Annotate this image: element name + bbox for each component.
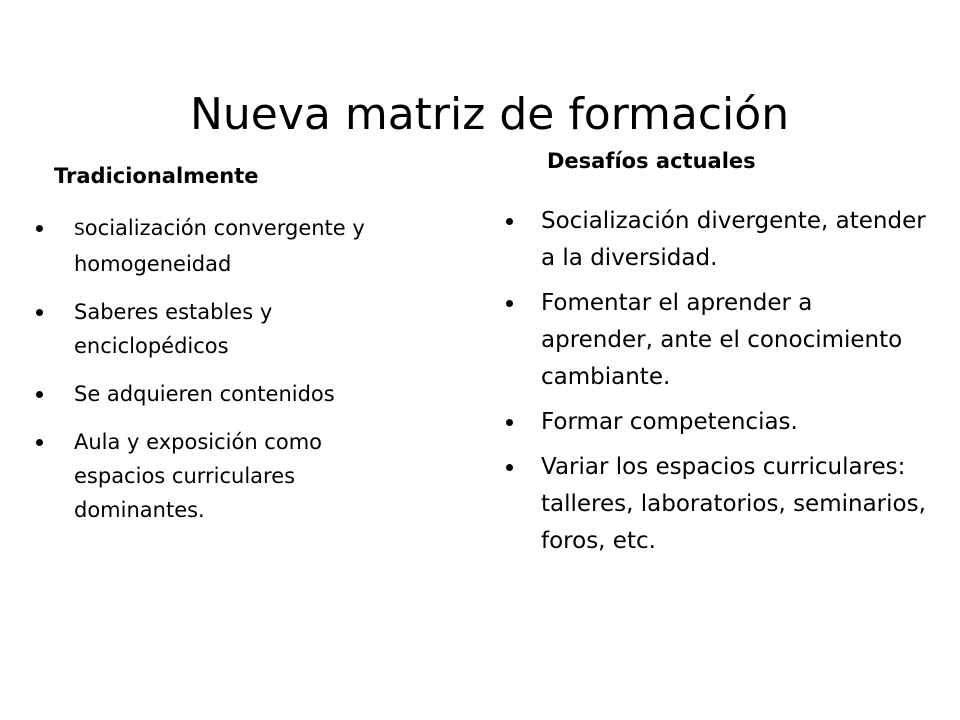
list-item	[506, 404, 926, 441]
bullet-dot-icon	[506, 419, 513, 426]
list-item-text: Socialización divergente, atender a la diversidad.	[541, 208, 926, 271]
bullet-dot-icon	[36, 391, 43, 398]
list-item-text: Formar competencias.	[541, 409, 798, 435]
list-item	[36, 377, 416, 411]
list-item-text: Saberes estables y enciclopédicos	[74, 300, 273, 358]
list-item	[36, 295, 416, 363]
bullet-dot-icon	[506, 218, 513, 225]
list-item-text: Fomentar el aprender a aprender, ante el conocimiento cambiante.	[541, 290, 903, 390]
bullet-dot-icon	[506, 300, 513, 307]
list-item	[506, 203, 926, 277]
left-column-heading: Tradicionalmente	[54, 164, 259, 188]
bullet-dot-icon	[36, 439, 43, 446]
bullet-dot-icon	[506, 464, 513, 471]
list-item-text	[74, 216, 365, 276]
bullet-dot-icon	[36, 225, 43, 232]
list-item-text: Variar los espacios curriculares: talleres, laboratorios, seminarios, foros, etc.	[541, 454, 926, 554]
list-item-text: Se adquieren contenidos	[74, 382, 335, 406]
list-item-text-rest: ocialización convergente y homogeneidad	[74, 216, 365, 276]
right-bullet-list	[506, 203, 926, 568]
list-item	[36, 425, 416, 527]
list-item	[506, 285, 926, 396]
list-item-text: Aula y exposición como espacios curriculares dominantes.	[74, 430, 323, 522]
bullet-dot-icon	[36, 309, 43, 316]
list-item	[36, 211, 416, 281]
list-item-initial: S	[74, 220, 85, 240]
left-bullet-list	[36, 211, 416, 541]
list-item	[506, 449, 926, 560]
right-column-heading: Desafíos actuales	[547, 149, 756, 173]
slide-title: Nueva matriz de formación	[190, 89, 790, 141]
